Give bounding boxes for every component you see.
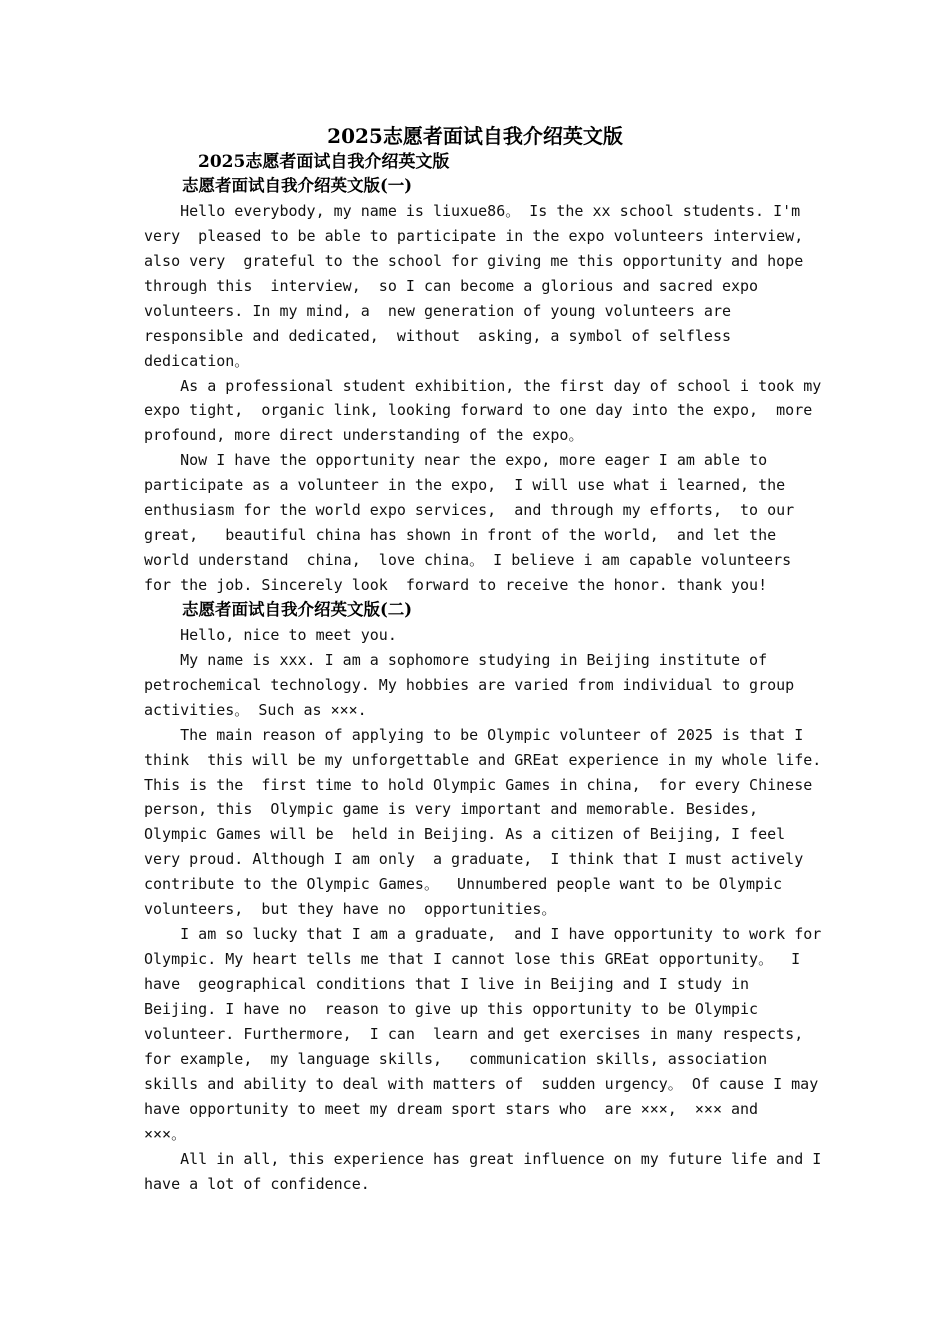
paragraph [144,1147,822,1197]
text-line: volunteers. In my mind, a new generation of young volunteers are [144,301,731,320]
paragraph [144,374,822,449]
text-line: petrochemical technology. My hobbies are varied from individual to group [144,675,795,694]
paragraph [144,623,809,648]
text-line: This is the first time to hold Olympic Games in china, for every Chinese [144,775,813,794]
text-line: As a professional student exhibition, the first day of school i took my [144,376,822,395]
section-heading: 志愿者面试自我介绍英文版(一) [182,176,413,195]
text-line: skills and ability to deal with matters of sudden urgency。 Of cause I may [144,1074,819,1093]
text-line: contribute to the Olympic Games。 Unnumbered people want to be Olympic [144,875,783,894]
text-line: world understand china, love china。 I believe i am capable volunteers [144,551,792,570]
text-line: Beijing. I have no reason to give up this opportunity to be Olympic [144,999,759,1018]
text-line: have opportunity to meet my dream sport stars who are ×××, ××× and [144,1099,759,1118]
paragraph [144,199,809,374]
text-line: Now I have the opportunity near the expo, more eager I am able to [144,451,768,470]
text-line: Olympic. My heart tells me that I cannot lose this GREat opportunity。 I [144,950,801,969]
text-line: I am so lucky that I am a graduate, and I have opportunity to work for [144,925,822,944]
text-line: have a lot of confidence. [144,1174,370,1193]
text-line: dedication。 [144,351,250,370]
document-title: 2025志愿者面试自我介绍英文版 [327,124,623,148]
text-line: enthusiasm for the world expo services, and through my efforts, to our [144,501,795,520]
text-line: The main reason of applying to be Olympic volunteer of 2025 is that I [144,725,804,744]
paragraph [144,922,822,1146]
text-line: Olympic Games will be held in Beijing. As a citizen of Beijing, I feel [144,825,786,844]
text-line: think this will be my unforgettable and GREat experience in my whole life. [144,750,822,769]
text-line: participate as a volunteer in the expo, I will use what i learned, the [144,476,786,495]
text-line: Hello, nice to meet you. [144,625,397,644]
paragraph [144,723,822,923]
text-line: All in all, this experience has great influence on my future life and I [144,1149,822,1168]
text-line: for the job. Sincerely look forward to receive the honor. thank you! [144,576,768,595]
text-line: responsible and dedicated, without asking, a symbol of selfless [144,326,731,345]
text-line: Hello everybody, my name is liuxue86。 Is the xx school students. I'm [144,201,801,220]
section-heading: 志愿者面试自我介绍英文版(二) [182,599,413,619]
paragraph [144,648,809,723]
text-line: ×××。 [144,1124,187,1143]
text-line: for example, my language skills, communication skills, association [144,1049,768,1068]
text-line: have geographical conditions that I live in Beijing and I study in [144,975,750,994]
text-line: very pleased to be able to participate in the expo volunteers interview, [144,226,804,245]
document-subtitle: 2025志愿者面试自我介绍英文版 [198,152,450,172]
text-line: person, this Olympic game is very important and memorable. Besides, [144,800,759,819]
text-line: My name is xxx. I am a sophomore studying in Beijing institute of [144,650,768,669]
text-line: also very grateful to the school for giving me this opportunity and hope [144,251,804,270]
text-line: activities。 Such as ×××. [144,700,367,719]
text-line: volunteer. Furthermore, I can learn and get exercises in many respects, [144,1024,804,1043]
text-line: volunteers, but they have no opportunities。 [144,900,557,919]
text-line: very proud. Although I am only a graduate, I think that I must actively [144,850,804,869]
text-line: great, beautiful china has shown in front of the world, and let the [144,526,777,545]
text-line: expo tight, organic link, looking forward to one day into the expo, more [144,401,813,420]
paragraph [144,448,809,598]
text-line: profound, more direct understanding of the expo。 [144,426,584,445]
document-body [144,174,822,1196]
text-line: through this interview, so I can become a glorious and sacred expo [144,276,759,295]
